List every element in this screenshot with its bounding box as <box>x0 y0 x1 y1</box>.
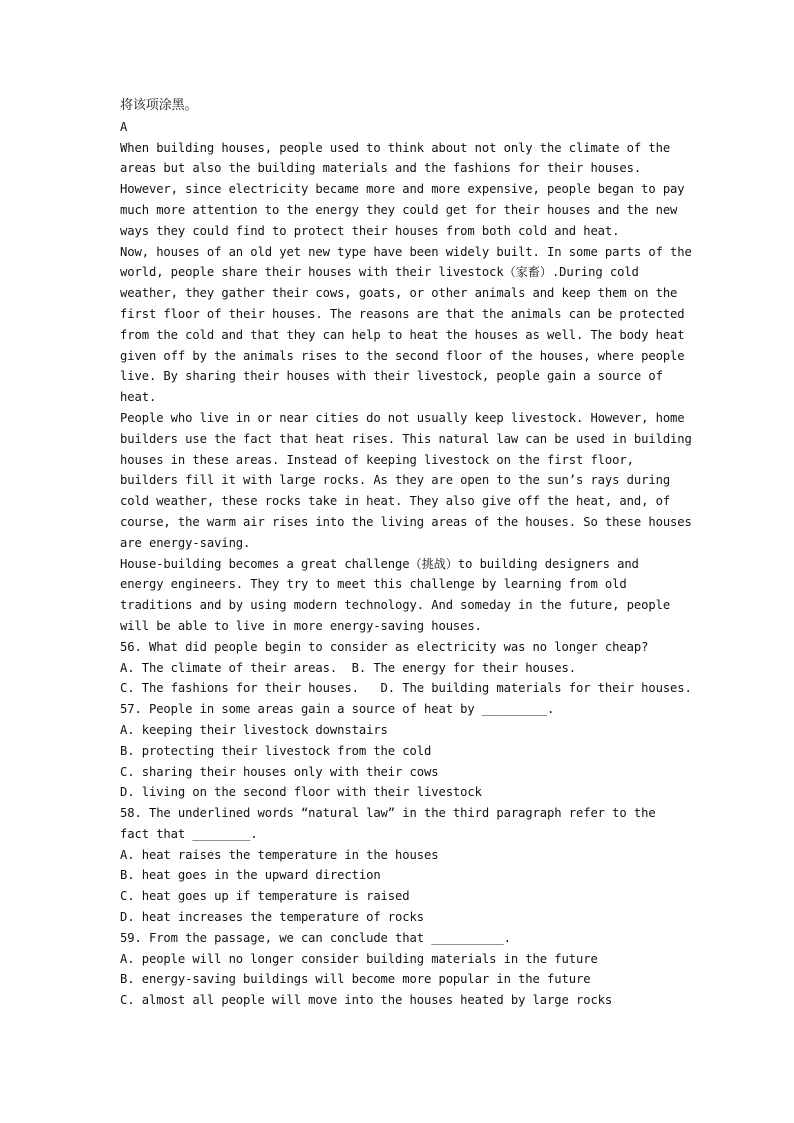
paragraph-3 <box>120 408 692 554</box>
paragraph-line: are energy-saving. <box>120 535 251 550</box>
question-option: A. keeping their livestock downstairs <box>120 722 388 737</box>
paragraph-line: People who live in or near cities do not usually keep livestock. However, home <box>120 410 685 425</box>
question-56 <box>120 637 692 699</box>
paragraph-line: builders fill it with large rocks. As they are open to the sun’s rays during <box>120 473 671 488</box>
paragraph-line: from the cold and that they can help to heat the houses as well. The body heat <box>120 327 685 342</box>
question-59 <box>120 928 680 1011</box>
document-page <box>120 96 692 1011</box>
paragraph-line: builders use the fact that heat rises. This natural law can be used in building <box>120 431 692 446</box>
paragraph-line: House-building becomes a great challenge（挑战）to building designers and <box>120 556 639 571</box>
question-option: B. heat goes in the upward direction <box>120 868 381 883</box>
question-option: D. heat increases the temperature of rocks <box>120 910 424 925</box>
paragraph-line: traditions and by using modern technology. And someday in the future, people <box>120 598 671 613</box>
question-option: C. sharing their houses only with their cows <box>120 764 439 779</box>
paragraph-line: However, since electricity became more and more expensive, people began to pay <box>120 182 685 197</box>
paragraph-line: given off by the animals rises to the second floor of the houses, where people <box>120 348 685 363</box>
paragraph-line: heat. <box>120 390 157 405</box>
paragraph-line: course, the warm air rises into the living areas of the houses. So these houses <box>120 514 692 529</box>
paragraph-line: Now, houses of an old yet new type have been widely built. In some parts of the <box>120 244 692 259</box>
question-option: C. heat goes up if temperature is raised <box>120 889 410 904</box>
paragraph-4 <box>120 554 680 637</box>
question-options: C. The fashions for their houses. D. The building materials for their houses. <box>120 681 692 696</box>
paragraph-line: world, people share their houses with their livestock（家畜）.During cold <box>120 265 639 280</box>
question-option: D. living on the second floor with their livestock <box>120 785 482 800</box>
question-option: C. almost all people will move into the houses heated by large rocks <box>120 993 613 1008</box>
question-option: A. heat raises the temperature in the houses <box>120 847 439 862</box>
question-58 <box>120 803 680 928</box>
paragraph-line: first floor of their houses. The reasons are that the animals can be protected <box>120 306 685 321</box>
question-stem: fact that ________. <box>120 826 258 841</box>
paragraph-line: houses in these areas. Instead of keeping livestock on the first floor, <box>120 452 634 467</box>
paragraph-line: weather, they gather their cows, goats, or other animals and keep them on the <box>120 286 678 301</box>
question-stem: 57. People in some areas gain a source of heat by _________. <box>120 702 555 717</box>
question-stem: 58. The underlined words “natural law” in the third paragraph refer to the <box>120 806 656 821</box>
paragraph-line: When building houses, people used to think about not only the climate of the <box>120 140 671 155</box>
paragraph-line: cold weather, these rocks take in heat. They also give off the heat, and, of <box>120 494 671 509</box>
question-stem: 59. From the passage, we can conclude that __________. <box>120 930 511 945</box>
question-option: B. energy-saving buildings will become more popular in the future <box>120 972 591 987</box>
passage-label: A <box>120 119 128 134</box>
question-option: A. people will no longer consider building materials in the future <box>120 951 598 966</box>
paragraph-line: areas but also the building materials and the fashions for their houses. <box>120 161 642 176</box>
paragraph-line: much more attention to the energy they could get for their houses and the new <box>120 202 678 217</box>
question-stem: 56. What did people begin to consider as electricity was no longer cheap? <box>120 639 649 654</box>
instruction-heading: 将该项涂黑。 <box>120 98 198 113</box>
paragraph-line: energy engineers. They try to meet this challenge by learning from old <box>120 577 627 592</box>
paragraph-1 <box>120 138 685 242</box>
question-options: A. The climate of their areas. B. The energy for their houses. <box>120 660 576 675</box>
paragraph-line: ways they could find to protect their houses from both cold and heat. <box>120 223 620 238</box>
question-57 <box>120 699 680 803</box>
question-option: B. protecting their livestock from the cold <box>120 743 432 758</box>
paragraph-line: live. By sharing their houses with their livestock, people gain a source of <box>120 369 663 384</box>
paragraph-2 <box>120 242 692 408</box>
paragraph-line: will be able to live in more energy-saving houses. <box>120 618 482 633</box>
